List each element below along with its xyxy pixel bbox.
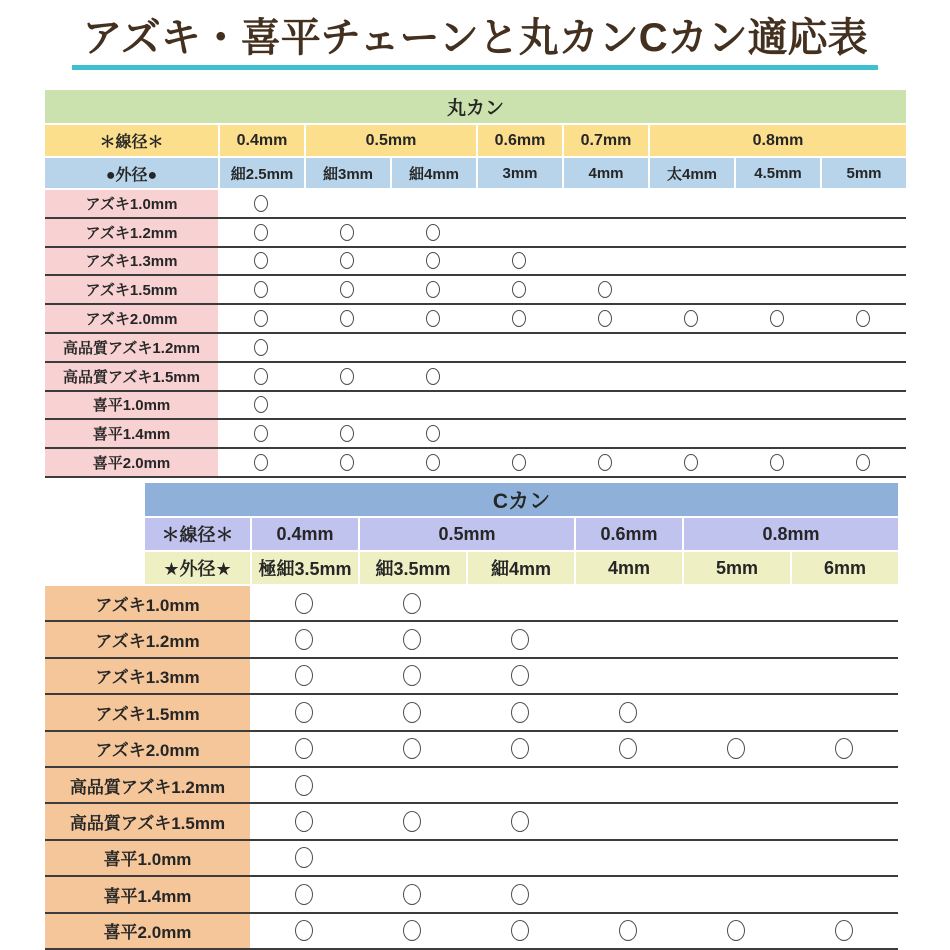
compat-cell: [734, 190, 820, 217]
ckan-table-head: [145, 483, 898, 584]
compat-cell: [790, 841, 898, 875]
chain-row: [45, 392, 906, 421]
compat-circle-icon: [426, 368, 440, 385]
compat-circle-icon: [403, 665, 421, 686]
compat-cell: [648, 190, 734, 217]
outer-diameter-label: ●外径●: [45, 158, 218, 188]
compat-circle-icon: [426, 310, 440, 327]
compat-cell: [574, 659, 682, 693]
ckan-wire-diameter-row: [145, 518, 898, 550]
compat-cell: [390, 190, 476, 217]
marukan-data-rows: [45, 190, 906, 478]
compat-cell: [682, 695, 790, 729]
compat-cell: [562, 276, 648, 303]
ckan-data-rows: [45, 586, 898, 950]
compat-cell: [466, 695, 574, 729]
compat-cell: [820, 248, 906, 275]
compat-cell: [574, 841, 682, 875]
compat-circle-icon: [598, 281, 612, 298]
compat-cell: [648, 334, 734, 361]
compat-circle-icon: [426, 425, 440, 442]
outer-size-cell: 6mm: [790, 552, 898, 584]
marukan-outer-diameter-row: [45, 158, 906, 188]
compat-cell: [250, 804, 358, 838]
compat-circle-icon: [619, 920, 637, 941]
compat-cell: [790, 695, 898, 729]
compat-cell: [790, 659, 898, 693]
compat-cell: [734, 276, 820, 303]
compat-cell: [390, 420, 476, 447]
chain-label: アズキ1.0mm: [45, 190, 218, 217]
compat-cell: [734, 449, 820, 476]
compat-cell: [358, 877, 466, 911]
wire-size-group: 0.7mm: [562, 125, 648, 156]
compat-circle-icon: [684, 454, 698, 471]
compat-circle-icon: [340, 310, 354, 327]
chain-label: アズキ1.3mm: [45, 248, 218, 275]
compat-circle-icon: [511, 811, 529, 832]
compat-cell: [574, 732, 682, 766]
compat-cell: [648, 420, 734, 447]
compat-cell: [476, 305, 562, 332]
compat-cell: [218, 392, 304, 419]
compat-circle-icon: [295, 775, 313, 796]
compat-cell: [682, 877, 790, 911]
compat-cell: [250, 914, 358, 948]
outer-size-cell: 太4mm: [648, 158, 734, 188]
outer-size-cell: 4.5mm: [734, 158, 820, 188]
compat-cell: [250, 659, 358, 693]
compat-cell: [682, 659, 790, 693]
wire-size-group: 0.6mm: [476, 125, 562, 156]
compat-circle-icon: [403, 702, 421, 723]
compat-cell: [466, 622, 574, 656]
compat-cell: [218, 190, 304, 217]
compat-circle-icon: [295, 884, 313, 905]
compat-cell: [790, 586, 898, 620]
chain-row: [45, 363, 906, 392]
compat-cell: [250, 732, 358, 766]
compat-circle-icon: [295, 738, 313, 759]
compat-cell: [734, 219, 820, 246]
compat-cell: [682, 586, 790, 620]
compat-cell: [648, 219, 734, 246]
compat-cell: [562, 219, 648, 246]
compat-circle-icon: [403, 629, 421, 650]
compat-cell: [304, 219, 390, 246]
compat-circle-icon: [727, 738, 745, 759]
chain-label: 喜平1.4mm: [45, 877, 250, 911]
chain-row: [45, 622, 898, 658]
chain-row: [45, 334, 906, 363]
chain-label: アズキ1.5mm: [45, 276, 218, 303]
title-container: [0, 14, 950, 70]
compat-cell: [648, 248, 734, 275]
compat-cell: [218, 248, 304, 275]
compat-circle-icon: [856, 310, 870, 327]
chain-row: [45, 305, 906, 334]
compat-cell: [358, 768, 466, 802]
compat-cell: [218, 449, 304, 476]
compat-cell: [358, 841, 466, 875]
outer-size-cell: 4mm: [574, 552, 682, 584]
compat-cell: [820, 392, 906, 419]
compat-circle-icon: [511, 665, 529, 686]
compat-circle-icon: [512, 310, 526, 327]
ckan-table-header: Cカン: [145, 483, 898, 516]
compat-cell: [562, 420, 648, 447]
chain-label: アズキ1.5mm: [45, 695, 250, 729]
compat-circle-icon: [340, 425, 354, 442]
chain-label: アズキ1.0mm: [45, 586, 250, 620]
chain-label: 高品質アズキ1.2mm: [45, 768, 250, 802]
compat-cell: [574, 804, 682, 838]
wire-size-group: 0.4mm: [250, 518, 358, 550]
compat-cell: [648, 363, 734, 390]
compat-circle-icon: [511, 738, 529, 759]
compat-cell: [304, 363, 390, 390]
compat-cell: [304, 449, 390, 476]
outer-diameter-label: ★外径★: [145, 552, 250, 584]
compat-circle-icon: [511, 920, 529, 941]
compat-cell: [466, 586, 574, 620]
outer-size-cell: 細3mm: [304, 158, 390, 188]
compat-cell: [682, 768, 790, 802]
chain-row: [45, 219, 906, 248]
marukan-table-header: 丸カン: [45, 90, 906, 123]
compat-circle-icon: [254, 252, 268, 269]
chain-label: アズキ2.0mm: [45, 305, 218, 332]
chain-row: [45, 276, 906, 305]
compat-cell: [218, 276, 304, 303]
compat-cell: [476, 420, 562, 447]
compat-cell: [562, 305, 648, 332]
compat-circle-icon: [856, 454, 870, 471]
chain-label: アズキ1.2mm: [45, 622, 250, 656]
compat-cell: [790, 622, 898, 656]
compat-cell: [734, 248, 820, 275]
compat-circle-icon: [254, 310, 268, 327]
ckan-outer-diameter-row: [145, 552, 898, 584]
compat-cell: [218, 363, 304, 390]
compat-cell: [304, 276, 390, 303]
chain-label: アズキ1.2mm: [45, 219, 218, 246]
outer-size-cell: 極細3.5mm: [250, 552, 358, 584]
compat-cell: [390, 276, 476, 303]
compat-cell: [790, 768, 898, 802]
chain-row: [45, 732, 898, 768]
compat-cell: [734, 392, 820, 419]
chain-label: アズキ2.0mm: [45, 732, 250, 766]
chain-label: 喜平1.0mm: [45, 841, 250, 875]
compat-circle-icon: [426, 224, 440, 241]
compat-cell: [476, 449, 562, 476]
compat-cell: [358, 659, 466, 693]
outer-size-cell: 細2.5mm: [218, 158, 304, 188]
chain-row: [45, 914, 898, 950]
chain-label: 喜平1.4mm: [45, 420, 218, 447]
compat-circle-icon: [295, 811, 313, 832]
compat-cell: [218, 420, 304, 447]
compat-cell: [304, 248, 390, 275]
compat-cell: [358, 622, 466, 656]
compat-cell: [476, 248, 562, 275]
compat-cell: [682, 914, 790, 948]
compat-cell: [682, 841, 790, 875]
compat-cell: [390, 219, 476, 246]
compat-cell: [562, 449, 648, 476]
compat-cell: [250, 768, 358, 802]
compat-circle-icon: [426, 252, 440, 269]
compat-circle-icon: [295, 629, 313, 650]
compat-cell: [820, 190, 906, 217]
compat-cell: [574, 877, 682, 911]
compat-cell: [790, 804, 898, 838]
compat-circle-icon: [684, 310, 698, 327]
compat-cell: [820, 449, 906, 476]
compat-circle-icon: [512, 252, 526, 269]
compat-cell: [648, 449, 734, 476]
wire-size-group: 0.8mm: [682, 518, 898, 550]
compat-cell: [358, 804, 466, 838]
chain-row: [45, 877, 898, 913]
chain-label: 喜平1.0mm: [45, 392, 218, 419]
compat-cell: [358, 732, 466, 766]
compat-circle-icon: [598, 310, 612, 327]
compat-cell: [648, 305, 734, 332]
compat-cell: [304, 334, 390, 361]
compat-circle-icon: [835, 920, 853, 941]
compat-cell: [562, 363, 648, 390]
compat-cell: [476, 219, 562, 246]
chain-row: [45, 841, 898, 877]
compat-cell: [476, 363, 562, 390]
compat-cell: [574, 695, 682, 729]
compat-cell: [820, 305, 906, 332]
chain-row: [45, 695, 898, 731]
compat-cell: [358, 914, 466, 948]
marukan-wire-diameter-row: [45, 125, 906, 156]
compat-cell: [466, 732, 574, 766]
compat-cell: [790, 914, 898, 948]
compat-cell: [734, 363, 820, 390]
compat-cell: [820, 219, 906, 246]
compat-cell: [358, 586, 466, 620]
chain-row: [45, 449, 906, 478]
chain-label: 高品質アズキ1.5mm: [45, 804, 250, 838]
chain-row: [45, 768, 898, 804]
compat-cell: [648, 276, 734, 303]
wire-size-group: 0.5mm: [304, 125, 476, 156]
compat-cell: [390, 248, 476, 275]
compat-circle-icon: [403, 593, 421, 614]
chain-label: 高品質アズキ1.2mm: [45, 334, 218, 361]
compat-circle-icon: [403, 811, 421, 832]
outer-size-cell: 細4mm: [466, 552, 574, 584]
compat-cell: [682, 622, 790, 656]
compat-circle-icon: [254, 339, 268, 356]
chain-row: [45, 420, 906, 449]
compat-circle-icon: [511, 702, 529, 723]
chain-label: 喜平2.0mm: [45, 449, 218, 476]
compat-cell: [574, 622, 682, 656]
compat-cell: [820, 420, 906, 447]
compat-cell: [304, 305, 390, 332]
compat-cell: [250, 622, 358, 656]
compat-cell: [304, 392, 390, 419]
wire-size-group: 0.8mm: [648, 125, 906, 156]
compat-circle-icon: [295, 702, 313, 723]
compat-circle-icon: [254, 195, 268, 212]
compat-cell: [574, 768, 682, 802]
compat-cell: [466, 841, 574, 875]
compat-cell: [476, 276, 562, 303]
compat-cell: [466, 659, 574, 693]
outer-size-cell: 5mm: [682, 552, 790, 584]
compat-cell: [574, 914, 682, 948]
compat-circle-icon: [619, 738, 637, 759]
compat-circle-icon: [619, 702, 637, 723]
compat-circle-icon: [403, 884, 421, 905]
compat-circle-icon: [403, 920, 421, 941]
compat-circle-icon: [340, 224, 354, 241]
compat-cell: [390, 392, 476, 419]
chain-row: [45, 248, 906, 277]
chain-row: [45, 659, 898, 695]
compat-circle-icon: [340, 454, 354, 471]
compat-circle-icon: [426, 454, 440, 471]
compat-cell: [562, 190, 648, 217]
compat-circle-icon: [770, 310, 784, 327]
compat-circle-icon: [295, 665, 313, 686]
compat-cell: [466, 914, 574, 948]
compat-cell: [466, 768, 574, 802]
compat-cell: [250, 877, 358, 911]
compat-circle-icon: [254, 368, 268, 385]
compat-cell: [734, 334, 820, 361]
compat-cell: [648, 392, 734, 419]
compat-cell: [250, 695, 358, 729]
compat-circle-icon: [295, 920, 313, 941]
compat-circle-icon: [512, 454, 526, 471]
page-title: アズキ・喜平チェーンと丸カンCカン適応表: [72, 14, 877, 70]
compat-cell: [820, 363, 906, 390]
wire-diameter-label: ＊線径＊: [145, 518, 250, 550]
compat-cell: [476, 190, 562, 217]
compat-cell: [466, 877, 574, 911]
compat-cell: [790, 877, 898, 911]
wire-size-group: 0.4mm: [218, 125, 304, 156]
compat-circle-icon: [598, 454, 612, 471]
chain-row: [45, 190, 906, 219]
compat-cell: [682, 732, 790, 766]
compat-cell: [820, 276, 906, 303]
compat-circle-icon: [770, 454, 784, 471]
compat-circle-icon: [403, 738, 421, 759]
compat-circle-icon: [340, 368, 354, 385]
compat-circle-icon: [426, 281, 440, 298]
compat-circle-icon: [254, 224, 268, 241]
compat-circle-icon: [254, 454, 268, 471]
compat-cell: [218, 219, 304, 246]
wire-size-group: 0.6mm: [574, 518, 682, 550]
compat-cell: [790, 732, 898, 766]
compat-cell: [476, 334, 562, 361]
wire-size-group: 0.5mm: [358, 518, 574, 550]
compat-cell: [562, 248, 648, 275]
compat-circle-icon: [340, 281, 354, 298]
compat-cell: [250, 841, 358, 875]
outer-size-cell: 細4mm: [390, 158, 476, 188]
compat-cell: [562, 392, 648, 419]
chain-row: [45, 586, 898, 622]
compat-cell: [358, 695, 466, 729]
compat-circle-icon: [254, 396, 268, 413]
outer-size-cell: 5mm: [820, 158, 906, 188]
compat-circle-icon: [727, 920, 745, 941]
compat-cell: [390, 449, 476, 476]
compat-cell: [734, 305, 820, 332]
compat-circle-icon: [295, 593, 313, 614]
chain-label: 喜平2.0mm: [45, 914, 250, 948]
outer-size-cell: 細3.5mm: [358, 552, 466, 584]
compat-circle-icon: [511, 629, 529, 650]
compat-cell: [466, 804, 574, 838]
compat-circle-icon: [835, 738, 853, 759]
chain-label: 高品質アズキ1.5mm: [45, 363, 218, 390]
compat-cell: [734, 420, 820, 447]
compat-circle-icon: [295, 847, 313, 868]
compat-cell: [250, 586, 358, 620]
compat-cell: [218, 305, 304, 332]
compat-circle-icon: [511, 884, 529, 905]
outer-size-cell: 4mm: [562, 158, 648, 188]
compat-cell: [218, 334, 304, 361]
compat-cell: [390, 305, 476, 332]
compat-circle-icon: [340, 252, 354, 269]
wire-diameter-label: ＊線径＊: [45, 125, 218, 156]
compat-cell: [682, 804, 790, 838]
compat-cell: [390, 363, 476, 390]
compat-cell: [304, 420, 390, 447]
outer-size-cell: 3mm: [476, 158, 562, 188]
compat-cell: [820, 334, 906, 361]
marukan-table: [45, 90, 906, 478]
compat-cell: [304, 190, 390, 217]
compat-cell: [476, 392, 562, 419]
compat-cell: [562, 334, 648, 361]
compat-cell: [574, 586, 682, 620]
compat-circle-icon: [254, 425, 268, 442]
chain-row: [45, 804, 898, 840]
compat-circle-icon: [254, 281, 268, 298]
compat-circle-icon: [512, 281, 526, 298]
compat-cell: [390, 334, 476, 361]
chain-label: アズキ1.3mm: [45, 659, 250, 693]
